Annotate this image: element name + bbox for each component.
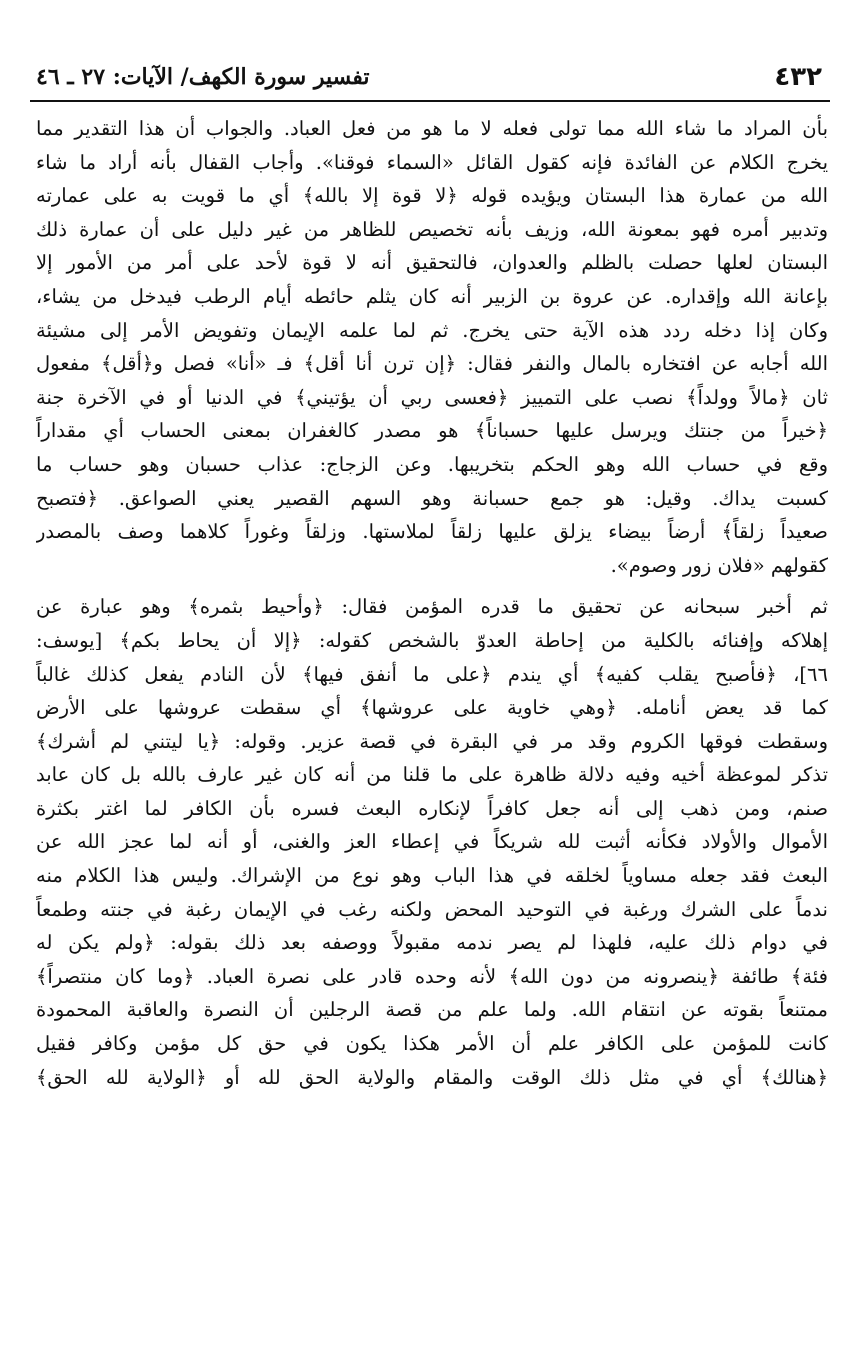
text-line: ممتنعاً بقوته عن انتقام الله. ولما علم من قصة الرجلين أن النصرة والعاقبة المحمودة [36,998,828,1022]
text-line: صعيداً زلقاً﴾ أرضاً بيضاء يزلق عليها زلقاً لملاستها. وزلقاً وغوراً كلاهما وصف بالمصدر [36,520,828,544]
text-line: إهلاكه وإفنائه بالكلية من إحاطة العدوّ بالشخص كقوله: ﴿إلا أن يحاط بكم﴾ [يوسف: [36,628,828,652]
text-line: ٦٦]، ﴿فأصبح يقلب كفيه﴾ أي يندم ﴿على ما أنفق فيها﴾ لأن النادم يفعل كذلك غالباً [36,662,828,686]
text-line: وتدبير أمره فهو بمعونة الله، وزيف بأنه تخصيص للظاهر من غير دليل على أن عمارة ذلك [36,217,828,241]
text-line: ثان ﴿مالاً وولداً﴾ نصب على التمييز ﴿فعسى ربي أن يؤتيني﴾ في الدنيا أو في الآخرة جنة [36,385,828,409]
text-line: وكان إذا دخله ردد هذه الآية حتى يخرج. ثم لما علمه الإيمان وتفويض الأمر إلى مشيئة [36,318,828,342]
text-line: ﴿خيراً من جنتك ويرسل عليها حسباناً﴾ هو مصدر كالغفران بمعنى الحساب أي مقداراً [36,419,828,443]
text-line: فئة﴾ طائفة ﴿ينصرونه من دون الله﴾ لأنه وحده قادر على نصرة العباد. ﴿وما كان منتصراً﴾ [36,964,828,988]
text-line: كانت للمؤمن على الكافر علم أن الأمر هكذا يكون في حق كل مؤمن وكافر فقيل [36,1032,828,1056]
text-line: يخرج الكلام عن الفائدة فإنه كقول القائل «السماء فوقنا». وأجاب القفال بأنه أراد ما شاء [36,150,828,174]
text-line: صنم، ومن ذهب إلى أنه جعل كافراً لإنكاره البعث فسره بأن الكافر لما اغتر بكثرة [36,796,828,820]
text-line: البستان لعلها حصلت بالظلم والعدوان، فالتحقيق أنه لا قوة لأحد على أمر من الأمور إلا [36,251,828,275]
tafsir-body-text [36,112,828,1094]
text-line: كسبت يداك. وقيل: هو جمع حسبانة وهو السهم القصير يعني الصواعق. ﴿فتصبح [36,486,828,510]
text-line: الله من عمارة هذا البستان ويؤيده قوله ﴿لا قوة إلا بالله﴾ أي ما قويت به على عمارته [36,184,828,208]
text-line: وقع في حساب الله وهو الحكم بتخريبها. وعن الزجاج: عذاب حسبان وهو حساب ما [36,452,828,476]
running-title: تفسير سورة الكهف/ الآيات: ٢٧ ـ ٤٦ [36,64,370,90]
header-divider [30,100,830,102]
paragraph-1 [36,112,828,582]
text-line: في دوام ذلك عليه، فلهذا لم يصر ندمه مقبولاً ووصفه بعد ذلك بقوله: ﴿ولم يكن له [36,931,828,955]
text-line: الأموال والأولاد فكأنه أثبت لله شريكاً في إعطاء العز والغنى، أو أنه لما عجز الله عن [36,830,828,854]
text-line: ﴿هنالك﴾ أي في مثل ذلك الوقت والمقام والولاية الحق لله أو ﴿الولاية لله الحق﴾ [36,1065,828,1089]
text-line: ثم أخبر سبحانه عن تحقيق ما قدره المؤمن فقال: ﴿وأحيط بثمره﴾ وهو عبارة عن [36,595,828,619]
text-line: تذكر لموعظة أخيه وفيه دلالة ظاهرة على ما قلنا من أنه كان غير عارف بالله بل كان عابد [36,763,828,787]
page-header [30,58,830,100]
page-number: ٤٣٢ [774,62,822,92]
text-line: الله أجابه عن افتخاره بالمال والنفر فقال: ﴿إن ترن أنا أقل﴾ فـ «أنا» فصل و﴿أقل﴾ مفعول [36,352,828,376]
paragraph-2 [36,590,828,1094]
text-line: بأن المراد ما شاء الله مما تولى فعله لا ما هو من فعل العباد. والجواب أن هذا التقدير مما [36,117,828,140]
text-line: وسقطت فوقها الكروم وقد مر في البقرة في قصة عزير. وقوله: ﴿يا ليتني لم أشرك﴾ [36,729,828,753]
paragraph-spacer [36,582,828,590]
text-line: بإعانة الله وإقداره. عن عروة بن الزبير أنه كان يثلم حائطه أيام الرطب فيدخل من يشاء، [36,284,828,308]
text-line: البعث فقد جعله مساوياً لخلقه في هذا الباب وهو نوع من الإشراك. وليس هذا الكلام منه [36,864,828,888]
text-line: ندماً على الشرك ورغبة في التوحيد المحض ولكنه رغب في الإيمان رغبة في جنته وطمعاً [36,897,828,921]
text-line: كما قد يعض أنامله. ﴿وهي خاوية على عروشها﴾ أي سقطت عروشها على الأرض [36,696,828,720]
text-line: كقولهم «فلان زور وصوم». [610,553,828,577]
